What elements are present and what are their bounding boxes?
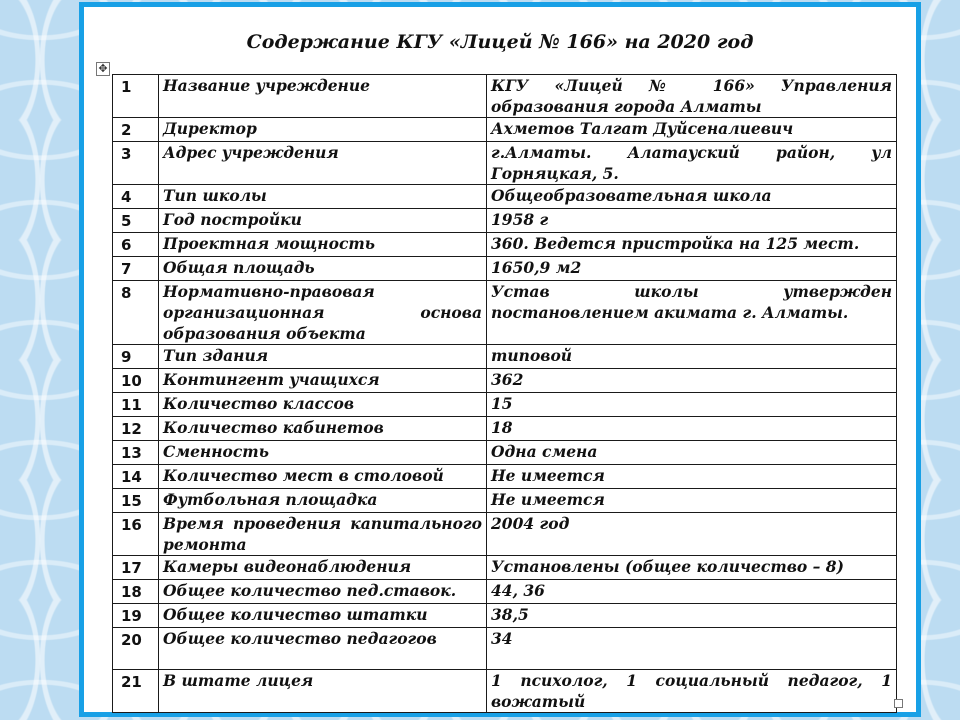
table-row (113, 628, 897, 670)
row-number: 12 (113, 417, 159, 441)
table-row (113, 393, 897, 417)
document-title: Содержание КГУ «Лицей № 166» на 2020 год (246, 31, 754, 53)
row-label: Футбольная площадка (159, 489, 487, 513)
row-number: 14 (113, 465, 159, 489)
row-number: 20 (113, 628, 159, 670)
table-row (113, 209, 897, 233)
row-label: Общая площадь (159, 257, 487, 281)
table-row (113, 369, 897, 393)
row-label: Проектная мощность (159, 233, 487, 257)
table-row (113, 257, 897, 281)
row-value: Общеобразовательная школа (487, 185, 897, 209)
table-row (113, 281, 897, 345)
row-value: 34 (487, 628, 897, 670)
row-number: 3 (113, 142, 159, 185)
row-label: Год постройки (159, 209, 487, 233)
row-number: 1 (113, 75, 159, 118)
table-row (113, 604, 897, 628)
row-label: Контингент учащихся (159, 369, 487, 393)
table-row (113, 489, 897, 513)
row-number: 5 (113, 209, 159, 233)
table-row (113, 465, 897, 489)
row-value: 15 (487, 393, 897, 417)
document-frame (79, 2, 921, 717)
row-number: 17 (113, 556, 159, 580)
row-number: 18 (113, 580, 159, 604)
row-value: Не имеется (487, 489, 897, 513)
row-label: Время проведения капитального ремонта (159, 513, 487, 556)
row-value: типовой (487, 345, 897, 369)
row-label: Общее количество штатки (159, 604, 487, 628)
table-row (113, 556, 897, 580)
row-value: КГУ «Лицей № 166» Управления образования города Алматы (487, 75, 897, 118)
row-value: Одна смена (487, 441, 897, 465)
row-value: Не имеется (487, 465, 897, 489)
table-move-handle-icon[interactable]: ✥ (96, 62, 110, 76)
row-label: Директор (159, 118, 487, 142)
table-row (113, 142, 897, 185)
row-number: 2 (113, 118, 159, 142)
row-label: В штате лицея (159, 670, 487, 713)
info-table (112, 74, 897, 713)
row-label: Адрес учреждения (159, 142, 487, 185)
row-label: Общее количество педагогов (159, 628, 487, 670)
row-number: 10 (113, 369, 159, 393)
row-number: 4 (113, 185, 159, 209)
row-number: 9 (113, 345, 159, 369)
table-row (113, 441, 897, 465)
table-row (113, 75, 897, 118)
row-label: Количество классов (159, 393, 487, 417)
table-row (113, 513, 897, 556)
row-label: Тип школы (159, 185, 487, 209)
row-value: 18 (487, 417, 897, 441)
row-number: 13 (113, 441, 159, 465)
row-number: 8 (113, 281, 159, 345)
row-value: 360. Ведется пристройка на 125 мест. (487, 233, 897, 257)
row-number: 15 (113, 489, 159, 513)
row-value: 1650,9 м2 (487, 257, 897, 281)
row-value: 1958 г (487, 209, 897, 233)
table-row (113, 233, 897, 257)
table-row (113, 118, 897, 142)
table-row (113, 670, 897, 713)
table-row (113, 345, 897, 369)
row-label: Нормативно-правовая организационная основа образования объекта (159, 281, 487, 345)
row-number: 16 (113, 513, 159, 556)
row-value: Устав школы утвержден постановлением акимата г. Алматы. (487, 281, 897, 345)
row-label: Сменность (159, 441, 487, 465)
table-row (113, 185, 897, 209)
row-value: 44, 36 (487, 580, 897, 604)
row-number: 19 (113, 604, 159, 628)
table-resize-handle-icon[interactable] (894, 699, 903, 708)
row-number: 21 (113, 670, 159, 713)
table-row (113, 580, 897, 604)
row-number: 6 (113, 233, 159, 257)
row-value: 2004 год (487, 513, 897, 556)
row-label: Камеры видеонаблюдения (159, 556, 487, 580)
table-row (113, 417, 897, 441)
row-value: 38,5 (487, 604, 897, 628)
row-value: 1 психолог, 1 социальный педагог, 1 вожатый (487, 670, 897, 713)
row-value: г.Алматы. Алатауский район, ул Горняцкая, 5. (487, 142, 897, 185)
row-label: Тип здания (159, 345, 487, 369)
row-value: 362 (487, 369, 897, 393)
row-number: 7 (113, 257, 159, 281)
row-number: 11 (113, 393, 159, 417)
row-label: Количество кабинетов (159, 417, 487, 441)
row-label: Количество мест в столовой (159, 465, 487, 489)
row-value: Установлены (общее количество – 8) (487, 556, 897, 580)
row-label: Название учреждение (159, 75, 487, 118)
row-value: Ахметов Талгат Дуйсеналиевич (487, 118, 897, 142)
row-label: Общее количество пед.ставок. (159, 580, 487, 604)
